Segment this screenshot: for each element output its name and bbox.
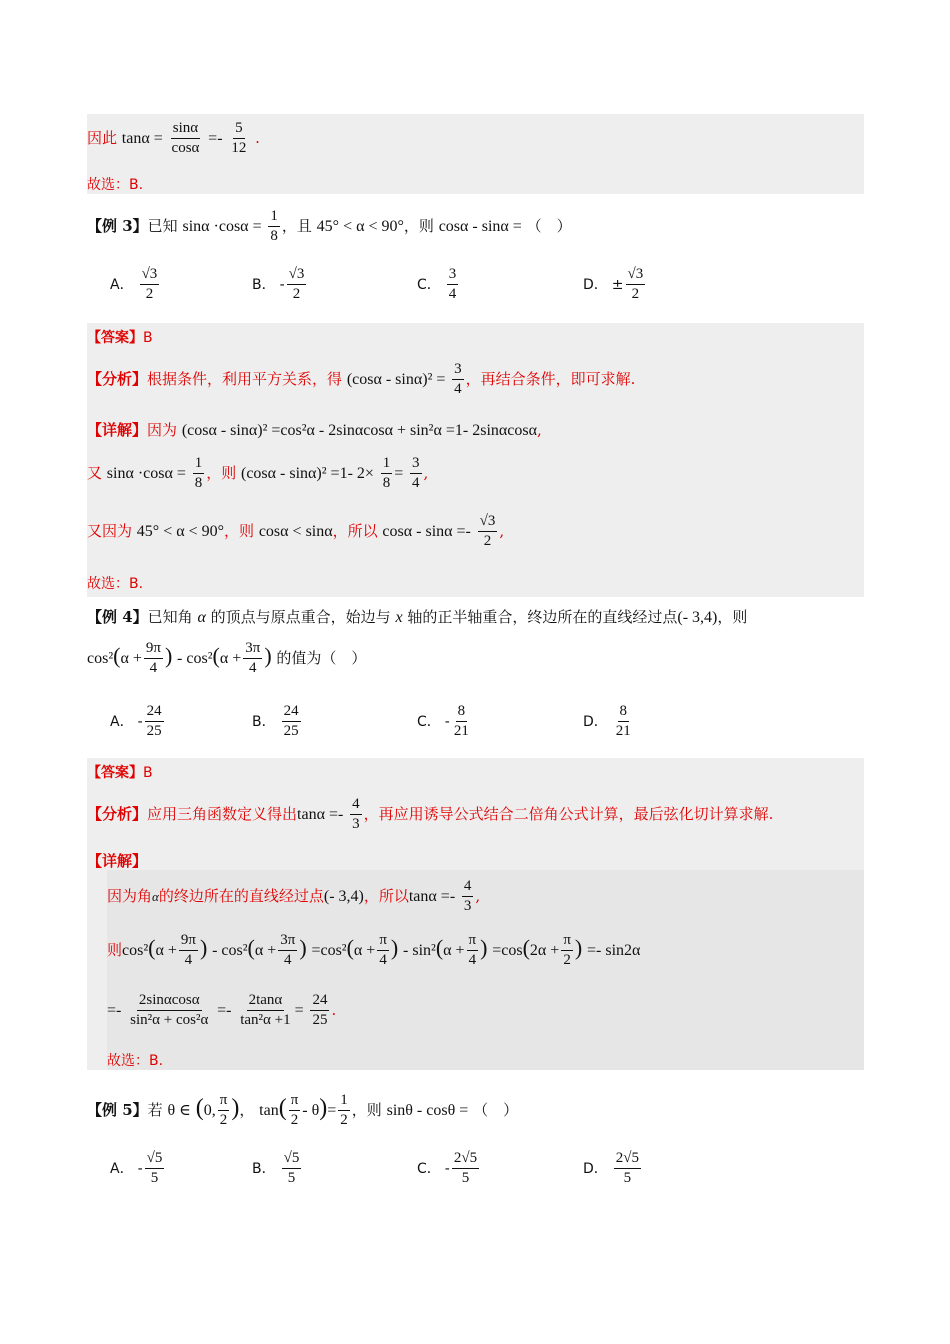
fraction: [229, 120, 248, 158]
fraction: [144, 640, 163, 678]
fraction: [614, 1150, 641, 1188]
option-label: D．: [583, 276, 608, 293]
fraction: [478, 513, 498, 551]
denominator: 5: [150, 1170, 159, 1187]
text: ，: [239, 1100, 255, 1119]
sign: -: [444, 713, 450, 730]
analysis-line: [87, 361, 864, 399]
fraction: [179, 932, 198, 970]
text: ，则: [403, 216, 434, 235]
fraction: [452, 361, 464, 399]
numerator: π: [289, 1092, 301, 1111]
fraction: [193, 455, 205, 493]
option-label: B．: [252, 1160, 276, 1177]
solution-block-prev: [87, 114, 864, 194]
denominator: 12: [231, 140, 247, 157]
question-line-2: cos²(α + $\frac{9\pi}{4}$ ) - cos²(α + $\frac{3\pi}{4}$ ) 的值为（ ）: [87, 640, 367, 677]
denominator: 8: [382, 475, 391, 492]
numerator: 9π: [179, 932, 198, 951]
example-3-question: [87, 202, 864, 246]
math-expr: α +: [120, 649, 142, 667]
fraction: [170, 120, 202, 158]
answer-tag: 【答案】: [87, 330, 143, 346]
text: ,: [499, 521, 505, 540]
option-d[interactable]: [583, 1150, 643, 1188]
analysis-line: [87, 796, 864, 834]
option-label: C．: [417, 276, 441, 293]
option-label: D．: [583, 1160, 608, 1177]
denominator: 25: [283, 723, 299, 740]
fraction: [287, 266, 307, 304]
math-expr: =: [394, 464, 404, 482]
numerator: 2√5: [452, 1150, 479, 1169]
question-line-1: [87, 606, 864, 627]
numerator: 2tanα: [247, 992, 285, 1011]
fraction: [145, 703, 164, 741]
text: 应用三角函数定义得出: [147, 804, 298, 823]
text: ，则: [224, 521, 255, 540]
option-label: A．: [110, 1160, 134, 1177]
denominator: tan²α +1: [240, 1012, 291, 1029]
example-tag: 【例 5】: [87, 1100, 148, 1119]
numerator: 8: [618, 703, 630, 722]
numerator: 9π: [144, 640, 163, 659]
numerator: 3: [410, 455, 422, 474]
math-expr: tanα =-: [408, 887, 456, 905]
fraction: [238, 992, 292, 1030]
text: 若: [147, 1100, 163, 1119]
choose-line: 故选：B.: [107, 1053, 164, 1069]
denominator: 4: [448, 286, 457, 303]
numerator: 3: [447, 266, 459, 285]
fraction: [614, 703, 633, 741]
fraction: [561, 932, 573, 970]
numerator: 4: [350, 796, 362, 815]
fraction: [338, 1092, 350, 1130]
example-3-solution: [87, 323, 864, 597]
denominator: 5: [623, 1170, 632, 1187]
denominator: 8: [270, 228, 278, 245]
text: 则: [107, 940, 123, 959]
answer-tag: 【答案】: [87, 765, 143, 781]
numerator: 3π: [243, 640, 262, 659]
fraction: [377, 932, 389, 970]
numerator: √5: [282, 1150, 302, 1169]
text: 根据条件，利用平方关系，得: [147, 369, 343, 388]
sign: -: [137, 1160, 143, 1177]
answer-line: [87, 327, 864, 347]
math-expr: sinα ·cosα =: [106, 464, 186, 482]
numerator: π: [561, 932, 573, 951]
denominator: 25: [312, 1012, 328, 1029]
denominator: 4: [149, 660, 158, 677]
math-expr: (cosα - sinα)² =: [346, 370, 446, 388]
numerator: 2sinαcosα: [137, 992, 202, 1011]
math-expr: - sin²: [403, 941, 436, 959]
fraction: [282, 703, 301, 741]
detail-line-1: [87, 419, 864, 440]
denominator: 4: [284, 952, 292, 969]
math-expr: (- 3,4): [323, 887, 364, 905]
fraction: [310, 992, 329, 1030]
math-expr: - cos²: [212, 941, 248, 959]
text: ，则: [351, 1100, 382, 1119]
analysis-tag: 【分析】: [87, 369, 148, 388]
math-expr: (cosα - sinα)² =1- 2×: [241, 464, 374, 482]
text: 已知: [147, 216, 178, 235]
denominator: sin²α + cos²α: [130, 1012, 209, 1029]
text: 又: [87, 463, 103, 482]
text: ，所以: [332, 521, 378, 540]
denominator: 4: [454, 381, 462, 398]
option-label: A．: [110, 713, 134, 730]
math-expr: 45° < α < 90°: [316, 217, 404, 235]
numerator: sinα: [171, 120, 200, 139]
numerator: 1: [381, 455, 393, 474]
option-c[interactable]: [417, 266, 460, 304]
text: 因为: [147, 421, 178, 439]
numerator: √5: [145, 1150, 165, 1169]
text: ,: [423, 463, 429, 482]
text: 又因为: [87, 521, 133, 540]
math-expr: θ ∈: [167, 1101, 191, 1119]
text: 的终边所在的直线经过点: [158, 886, 324, 905]
option-label: A．: [110, 276, 134, 293]
text: .: [331, 1000, 337, 1019]
sign: ±: [611, 276, 624, 293]
option-label: D．: [583, 713, 608, 730]
numerator: 8: [456, 703, 468, 722]
option-a[interactable]: [110, 1150, 166, 1188]
fraction: [350, 796, 362, 834]
denominator: 2: [145, 286, 154, 303]
option-d[interactable]: [583, 703, 635, 741]
fraction: [381, 455, 393, 493]
math-expr: sinθ - cosθ =: [386, 1101, 469, 1119]
answer-value: B: [143, 765, 153, 781]
text: 的值为（ ）: [276, 648, 367, 667]
fraction: [282, 1150, 302, 1188]
text: ,: [536, 421, 542, 439]
numerator: 3: [452, 361, 464, 380]
answer-blank: （ ）: [473, 1100, 519, 1119]
math-expr: cos²: [122, 941, 149, 959]
text: 轴的正半轴重合，终边所在的直线经过点: [407, 608, 678, 626]
fraction: [467, 932, 479, 970]
detail-tag: 【详解】: [87, 421, 148, 439]
denominator: 3: [352, 816, 360, 833]
numerator: 1: [268, 208, 280, 227]
math-expr: sinα ·cosα =: [182, 217, 262, 235]
math-expr: - θ: [302, 1101, 320, 1119]
math-var: α: [197, 609, 206, 626]
numerator: √3: [287, 266, 307, 285]
option-b[interactable]: [252, 1150, 303, 1188]
fraction: [447, 266, 459, 304]
fraction: [128, 992, 210, 1030]
denominator: 4: [412, 475, 420, 492]
numerator: π: [467, 932, 479, 951]
numerator: π: [218, 1092, 230, 1111]
question-line: 【例 5】若 θ ∈ (0, $\frac{\pi}{2}$ )， tan( $\frac{\pi}{2}$ - θ)= $\frac{1}{2}$ ，则 sinθ - cosθ = （ ）: [87, 1092, 519, 1129]
math-expr: - cos²: [177, 649, 213, 667]
analysis-tag: 【分析】: [87, 804, 148, 823]
numerator: 24: [282, 703, 301, 722]
math-expr: tan: [259, 1101, 279, 1119]
option-c[interactable]: [417, 1150, 481, 1188]
detail-tag: 【详解】: [87, 852, 148, 870]
fraction: [243, 640, 262, 678]
numerator: π: [377, 932, 389, 951]
sign: -: [137, 713, 143, 730]
fraction: [410, 455, 422, 493]
example-5-question: [87, 1088, 864, 1136]
math-expr: cosα - sinα =: [438, 217, 522, 235]
text: 因为角: [107, 886, 153, 905]
detail-line-2: [87, 455, 864, 493]
fraction: [289, 1092, 301, 1130]
denominator: 2: [219, 1112, 228, 1129]
math-expr: =: [294, 1001, 304, 1019]
text: ，且: [281, 216, 312, 235]
numerator: 1: [193, 455, 205, 474]
example-tag: 【例 4】: [87, 608, 148, 626]
numerator: √3: [626, 266, 646, 285]
denominator: 25: [146, 723, 162, 740]
sign: -: [444, 1160, 450, 1177]
math-expr: tanα =: [121, 129, 163, 147]
math-expr: =-: [107, 1001, 122, 1019]
fraction: [278, 932, 297, 970]
detail-line-2: 则cos²(α + $\frac{9\pi}{4}$ ) - cos²(α + $\frac{3\pi}{4}$ ) =cos²(α + $\frac{\pi}{4}$ ) - sin²(α + $\frac{\pi}{4}$ ) =cos(2α + $\frac{\pi}{2}$ ) =- sin2α: [107, 932, 641, 969]
math-expr: 0,: [203, 1101, 216, 1119]
numerator: 4: [462, 878, 474, 897]
option-a[interactable]: [110, 703, 166, 741]
fraction: [140, 266, 160, 304]
math-expr: (- 3,4): [677, 609, 718, 626]
denominator: 2: [340, 1112, 348, 1129]
text: ，再结合条件，即可求解.: [465, 369, 636, 388]
math-expr: (cosα - sinα)² =cos²α - 2sinαcosα + sin²α =1- 2sinαcosα: [181, 422, 537, 439]
option-label: B．: [252, 276, 276, 293]
detail-line-3: [107, 992, 864, 1036]
numerator: 1: [338, 1092, 350, 1111]
numerator: 2√5: [614, 1150, 641, 1169]
detail-line-1: [107, 878, 864, 914]
math-expr: =-: [217, 1001, 232, 1019]
text: ,: [475, 886, 481, 905]
detail-line-3: [87, 513, 864, 551]
denominator: 21: [615, 723, 631, 740]
answer-blank: （ ）: [526, 216, 572, 235]
math-expr: α +: [219, 649, 242, 667]
option-a[interactable]: [110, 266, 161, 304]
conclusion-line: [87, 120, 864, 158]
text: ，再应用诱导公式结合二倍角公式计算，最后弦化切计算求解.: [363, 804, 774, 823]
denominator: 5: [461, 1170, 470, 1187]
answer-value: B: [143, 330, 153, 346]
numerator: √3: [140, 266, 160, 285]
math-expr: 45° < α < 90°: [136, 522, 225, 540]
option-c[interactable]: [417, 703, 473, 741]
math-expr: cos²: [87, 649, 114, 667]
fraction: [452, 1150, 479, 1188]
denominator: 4: [249, 660, 257, 677]
option-b[interactable]: [252, 266, 308, 304]
fraction: [462, 878, 474, 916]
math-expr: =-: [208, 129, 223, 147]
answer-line: [87, 762, 864, 782]
denominator: 2: [563, 952, 571, 969]
text: 的顶点与原点重合，始边与: [210, 608, 391, 626]
denominator: 4: [184, 952, 193, 969]
numerator: 24: [145, 703, 164, 722]
denominator: 4: [379, 952, 387, 969]
fraction: [626, 266, 646, 304]
denominator: 2: [483, 533, 492, 550]
option-d[interactable]: [583, 266, 647, 304]
denominator: 2: [631, 286, 640, 303]
choose-line: 故选：B.: [87, 576, 144, 592]
option-label: C．: [417, 713, 441, 730]
detail-tag-line: [87, 850, 864, 871]
math-expr: =cos²: [311, 941, 347, 959]
option-label: C．: [417, 1160, 441, 1177]
math-expr: tanα =-: [297, 805, 344, 823]
math-expr: cosα - sinα =-: [382, 522, 471, 540]
option-b[interactable]: [252, 703, 303, 741]
math-var: x: [395, 609, 403, 626]
text: .: [255, 128, 260, 147]
text: ，则: [206, 463, 237, 482]
denominator: cosα: [171, 140, 200, 157]
denominator: 2: [292, 286, 301, 303]
fraction: [452, 703, 471, 741]
text: 因此: [87, 128, 118, 147]
denominator: 3: [463, 898, 472, 915]
sign: -: [279, 276, 285, 293]
choose-line: 故选：B.: [87, 177, 144, 193]
text: ，所以: [363, 886, 409, 905]
text: ，则: [717, 608, 748, 626]
example-tag: 【例 3】: [87, 216, 148, 235]
math-expr: =: [327, 1101, 337, 1119]
denominator: 5: [287, 1170, 296, 1187]
math-var: α: [152, 888, 159, 904]
math-expr: =- sin2α: [587, 941, 641, 959]
numerator: √3: [478, 513, 498, 532]
numerator: 24: [310, 992, 329, 1011]
fraction: [218, 1092, 230, 1130]
denominator: 4: [468, 952, 477, 969]
text: 已知角: [147, 608, 193, 626]
option-label: B．: [252, 713, 276, 730]
fraction: [145, 1150, 165, 1188]
denominator: 8: [194, 475, 203, 492]
numerator: 3π: [278, 932, 297, 951]
denominator: 2: [290, 1112, 299, 1129]
question-line: [87, 208, 864, 246]
math-expr: cosα < sinα: [258, 522, 333, 540]
fraction: [268, 208, 280, 246]
denominator: 21: [453, 723, 469, 740]
numerator: 5: [233, 120, 245, 139]
math-expr: =cos: [492, 941, 523, 959]
example-4-question: [87, 600, 864, 700]
